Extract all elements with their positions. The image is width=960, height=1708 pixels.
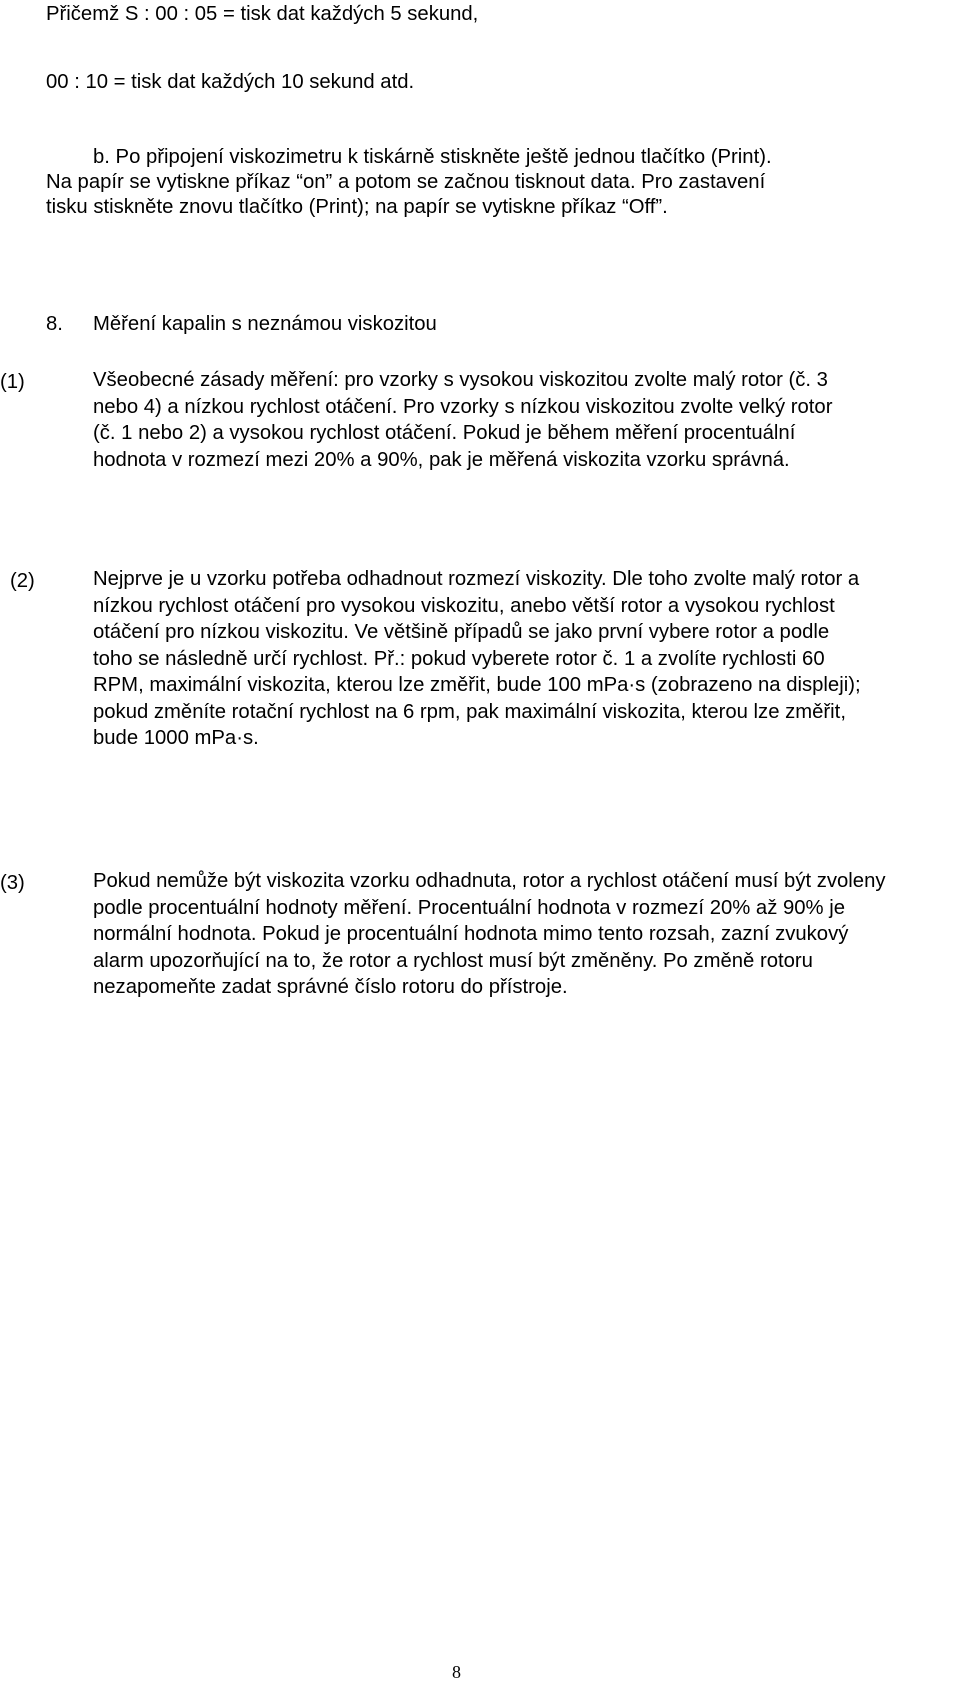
intro-line-1: Přičemž S : 00 : 05 = tisk dat každých 5 sekund, [46, 3, 479, 25]
item-text-2: Nejprve je u vzorku potřeba odhadnout rozmezí viskozity. Dle toho zvolte malý rotor a nízkou rychlost otáčení pro vysokou viskozitu, anebo větší rotor a vysokou rychlost otáčení pro nízkou viskozitu. Ve většině případů se jako první vybere rotor a podle toho se následně určí rychlost. Př.: pokud vyberete rotor č. 1 a zvolíte rychlosti 60 RPM, maximální viskozita, kterou lze změřit, bude 100 mPa·s (zobrazeno na displeji); pokud změníte rotační rychlost na 6 rpm, pak maximální viskozita, kterou lze změřit, bude 1000 mPa·s. [93, 568, 861, 749]
item-number-2: (2) [10, 570, 35, 592]
section-title: Měření kapalin s neznámou viskozitou [93, 313, 437, 335]
section-number: 8. [46, 313, 63, 335]
item-number-3: (3) [0, 872, 25, 894]
item-number-1: (1) [0, 371, 25, 393]
page-number: 8 [452, 1662, 461, 1682]
intro-line-2: 00 : 10 = tisk dat každých 10 sekund atd. [46, 71, 415, 93]
item-text-3: Pokud nemůže být viskozita vzorku odhadnuta, rotor a rychlost otáčení musí být zvoleny podle procentuální hodnoty měření. Procentuální hodnota v rozmezí 20% až 90% je normální hodnota. Pokud je procentuální hodnota mimo tento rozsah, zazní zvukový alarm upozorňující na to, že rotor a rychlost musí být změněny. Po změně rotoru nezapomeňte zadat správné číslo rotoru do přístroje. [93, 870, 886, 998]
step-b-line-1: b. Po připojení viskozimetru k tiskárně stiskněte ještě jednou tlačítko (Print). [93, 146, 772, 168]
step-b-line-2: Na papír se vytiskne příkaz “on” a potom se začnou tisknout data. Pro zastavení [46, 171, 766, 193]
step-b-line-3: tisku stiskněte znovu tlačítko (Print); na papír se vytiskne příkaz “Off”. [46, 196, 668, 218]
item-text-1: Všeobecné zásady měření: pro vzorky s vysokou viskozitou zvolte malý rotor (č. 3 nebo 4) a nízkou rychlost otáčení. Pro vzorky s nízkou viskozitou zvolte velký rotor (č. 1 nebo 2) a vysokou rychlost otáčení. Pokud je během měření procentuální hodnota v rozmezí mezi 20% a 90%, pak je měřená viskozita vzorku správná. [93, 369, 833, 471]
